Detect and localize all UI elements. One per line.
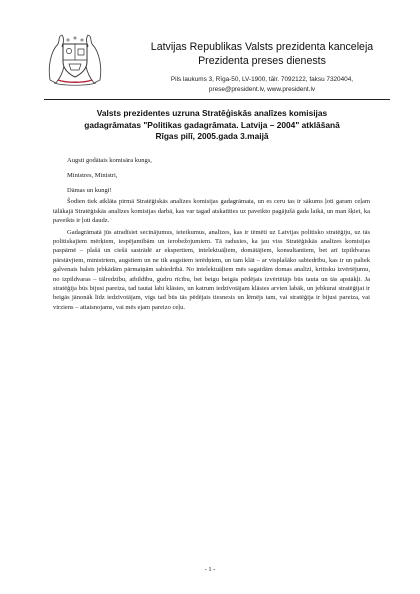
greeting-1: Augsti godātais komisāra kungs, (67, 157, 152, 164)
document-body (53, 156, 370, 312)
page-number: - 1 - (204, 566, 216, 573)
title-line-3: Rīgas pilī, 2005.gada 3.maijā (155, 131, 269, 141)
header-organization (112, 40, 412, 68)
org-department: Prezidenta preses dienests (198, 55, 326, 67)
address-line: Pils laukums 3, Rīga-50, LV-1900, tālr. 7092122, faksu 7320404, (170, 76, 354, 83)
paragraph-2: Gadagrāmatā jūs atradīsiet secinājumus, ieteikumus, analīzes, kas ir tēmēti uz Latvijas politisko stratēģiju, uz tās politiskajiem mērķiem, iespējamībām un ierobežojumiem. Tā radusies, ka jau viss Stratēģiskās analīzes komisijas paspārnē – plašā un ciešā sastrādē ar ekspertiem, intelektuāļiem, domātājiem, konsultantiem, bet arī izpildvaras pārstāvjiem, ministriem, augstiem un ne tik augstiem ierēdņiem, un tam klāt – ar visplašāko sabiedrību, kas ir un paliek galvenais balsts jebkādām pārmaiņām sabiedrībā. No intelektuāļiem mēs sagaidām domas analīzi, kritisku izvērtējumu, no izpildvaras – tālredzību, atbildību, gudru rīcību, bet beigu beigās pēdējais izvērtētājs būs tauta un tās apstākļi. Ja stratēģija būs bijusi pareiza, tad tautai labi klāsies, un katrum iedzīvotājam klāsies arvien labāk, un jebkurai stratēģijai ir beigās jānonāk līdz iedzīvotājam, vigs tad būs tās pēdējais tiesnesis un lēmējs tam, vai stratēģija ir bijusi pareiza, vai virziens – attaisnojams, vai mēs ejam pareizo ceļu. (53, 228, 370, 311)
greeting-2: Ministres, Ministri, (67, 172, 118, 179)
paragraph-1: Šodien tiek atklāta pirmā Stratēģiskās analīzes komisijas gadagrāmata, un es ceru tas ir sākums ļoti garam ceļam tālākajā Stratēģiskās analīzes komisijas darbā, kas var tagad atskatīties uz paveikto pagājušā gada laikā, un man šķiet, ka paveikts ir ļoti daudz. (53, 198, 370, 225)
org-name: Latvijas Republikas Valsts prezidenta kanceleja (150, 41, 374, 53)
greeting-3: Dāmas un kungi! (67, 187, 112, 194)
title-line-1: Valsts prezidentes uzruna Stratēģiskās analīzes komisijas (96, 108, 328, 118)
header-divider (44, 99, 390, 100)
contact-line: prese@president.lv, www.president.lv (208, 86, 316, 93)
header-address (112, 75, 412, 95)
coat-of-arms-icon (44, 28, 106, 90)
document-title (52, 108, 372, 143)
title-line-2: gadagrāmatas "Politikas gadagrāmata. Latvija – 2004" atklāšanā (84, 119, 340, 130)
